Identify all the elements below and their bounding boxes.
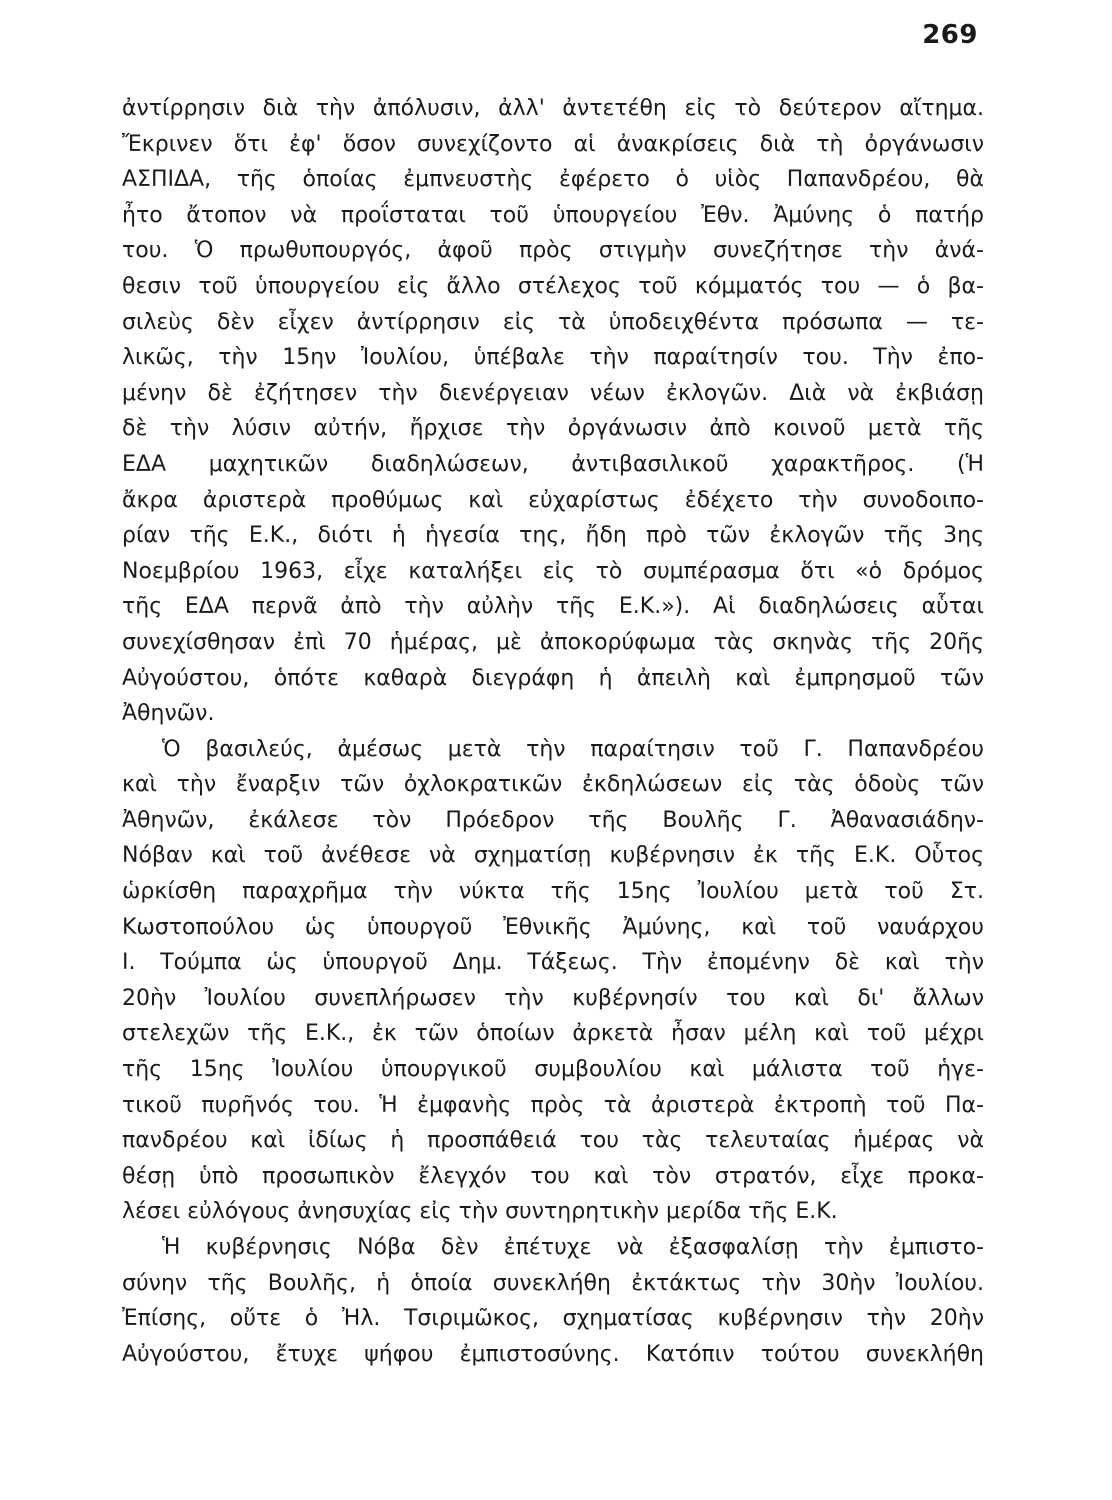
text-line: Ἀθηνῶν, ἐκάλεσε τὸν Πρόεδρον τῆς Βουλῆς Γ. Ἀθανασιάδην- — [122, 807, 984, 833]
text-line: Ἐπίσης, οὔτε ὁ Ἠλ. Τσιριμῶκος, σχηματίσας κυβέρνησιν τὴν 20ὴν — [122, 1306, 984, 1332]
page-number: 269 — [922, 20, 978, 50]
text-line: ὡρκίσθη παραχρῆμα τὴν νύκτα τῆς 15ης Ἰουλίου μετὰ τοῦ Στ. — [122, 879, 984, 905]
text-line: ἦτο ἄτοπον νὰ προΐσταται τοῦ ὑπουργείου Ἐθν. Ἀμύνης ὁ πατήρ — [122, 202, 984, 228]
text-line: σιλεὺς δὲν εἶχεν ἀντίρρησιν εἰς τὰ ὑποδειχθέντα πρόσωπα — τε- — [122, 309, 984, 335]
text-line: Ἀθηνῶν. — [122, 701, 215, 727]
text-line: ἀντίρρησιν διὰ τὴν ἀπόλυσιν, ἀλλ' ἀντετέθη εἰς τὸ δεύτερον αἴτημα. — [122, 96, 984, 121]
text-line: τικοῦ πυρῆνός του. Ἡ ἐμφανὴς πρὸς τὰ ἀριστερὰ ἐκτροπὴ τοῦ Πα- — [122, 1092, 984, 1118]
text-line: ΕΔΑ μαχητικῶν διαδηλώσεων, ἀντιβασιλικοῦ χαρακτῆρος. (Ἡ — [122, 451, 984, 477]
text-line: Ὁ βασιλεύς, ἀμέσως μετὰ τὴν παραίτησιν τοῦ Γ. Παπανδρέου — [162, 736, 984, 762]
text-line: ρίαν τῆς Ε.Κ., διότι ἡ ἡγεσία της, ἤδη πρὸ τῶν ἐκλογῶν τῆς 3ης — [122, 523, 984, 549]
text-line: στελεχῶν τῆς Ε.Κ., ἐκ τῶν ὁποίων ἀρκετὰ ἦσαν μέλη καὶ τοῦ μέχρι — [122, 1021, 984, 1047]
text-line: Ἔκρινεν ὅτι ἐφ' ὅσον συνεχίζοντο αἱ ἀνακρίσεις διὰ τὴ ὀργάνωσιν — [122, 131, 984, 157]
text-line: Αὐγούστου, ἔτυχε ψήφου ἐμπιστοσύνης. Κατόπιν τούτου συνεκλήθη — [122, 1341, 984, 1367]
text-line: Νόβαν καὶ τοῦ ἀνέθεσε νὰ σχηματίσῃ κυβέρνησιν ἐκ τῆς Ε.Κ. Οὗτος — [122, 843, 984, 869]
text-line: ΑΣΠΙΔΑ, τῆς ὁποίας ἐμπνευστὴς ἐφέρετο ὁ υἱὸς Παπανδρέου, θὰ — [122, 167, 984, 193]
text-line: Νοεμβρίου 1963, εἶχε καταλήξει εἰς τὸ συμπέρασμα ὅτι «ὁ δρόμος — [122, 558, 984, 584]
body-text — [122, 91, 984, 1372]
text-line: τῆς 15ης Ἰουλίου ὑπουργικοῦ συμβουλίου καὶ μάλιστα τοῦ ἡγε- — [122, 1057, 984, 1083]
text-line: δὲ τὴν λύσιν αὐτήν, ἤρχισε τὴν ὀργάνωσιν ἀπὸ κοινοῦ μετὰ τῆς — [122, 416, 984, 442]
text-line: λικῶς, τὴν 15ην Ἰουλίου, ὑπέβαλε τὴν παραίτησίν του. Τὴν ἐπο- — [122, 345, 984, 371]
text-line: πανδρέου καὶ ἰδίως ἡ προσπάθειά του τὰς τελευταίας ἡμέρας νὰ — [122, 1128, 984, 1154]
text-line: συνεχίσθησαν ἐπὶ 70 ἡμέρας, μὲ ἀποκορύφωμα τὰς σκηνὰς τῆς 20ῆς — [122, 629, 984, 655]
text-line: μένην δὲ ἐζήτησεν τὴν διενέργειαν νέων ἐκλογῶν. Διὰ νὰ ἐκβιάσῃ — [122, 380, 984, 406]
text-line: καὶ τὴν ἔναρξιν τῶν ὀχλοκρατικῶν ἐκδηλώσεων εἰς τὰς ὁδοὺς τῶν — [122, 772, 984, 798]
text-line: θεσιν τοῦ ὑπουργείου εἰς ἄλλο στέλεχος τοῦ κόμματός του — ὁ βα- — [122, 273, 984, 299]
text-line: λέσει εὐλόγους ἀνησυχίας εἰς τὴν συντηρητικὴν μερίδα τῆς Ε.Κ. — [122, 1199, 838, 1225]
text-line: Ι. Τούμπα ὡς ὑπουργοῦ Δημ. Τάξεως. Τὴν ἐπομένην δὲ καὶ τὴν — [122, 950, 984, 976]
text-line: Κωστοπούλου ὡς ὑπουργοῦ Ἐθνικῆς Ἀμύνης, καὶ τοῦ ναυάρχου — [122, 914, 984, 940]
text-line: ἄκρα ἀριστερὰ προθύμως καὶ εὐχαρίστως ἐδέχετο τὴν συνοδοιπο- — [122, 487, 984, 513]
text-line: 20ὴν Ἰουλίου συνεπλήρωσεν τὴν κυβέρνησίν του καὶ δι' ἄλλων — [122, 985, 984, 1011]
text-line: Αὐγούστου, ὁπότε καθαρὰ διεγράφη ἡ ἀπειλὴ καὶ ἐμπρησμοῦ τῶν — [122, 665, 984, 691]
text-line: Ἡ κυβέρνησις Νόβα δὲν ἐπέτυχε νὰ ἐξασφαλίσῃ τὴν ἐμπιστο- — [162, 1235, 984, 1260]
text-line: σύνην τῆς Βουλῆς, ἡ ὁποία συνεκλήθη ἐκτάκτως τὴν 30ὴν Ἰουλίου. — [122, 1270, 984, 1296]
text-line: του. Ὁ πρωθυπουργός, ἀφοῦ πρὸς στιγμὴν συνεζήτησε τὴν ἀνά- — [122, 238, 984, 264]
text-line: τῆς ΕΔΑ περνᾶ ἀπὸ τὴν αὐλὴν τῆς Ε.Κ.»). Αἱ διαδηλώσεις αὗται — [122, 594, 984, 620]
text-line: θέσῃ ὑπὸ προσωπικὸν ἔλεγχόν του καὶ τὸν στρατόν, εἶχε προκα- — [122, 1163, 984, 1189]
